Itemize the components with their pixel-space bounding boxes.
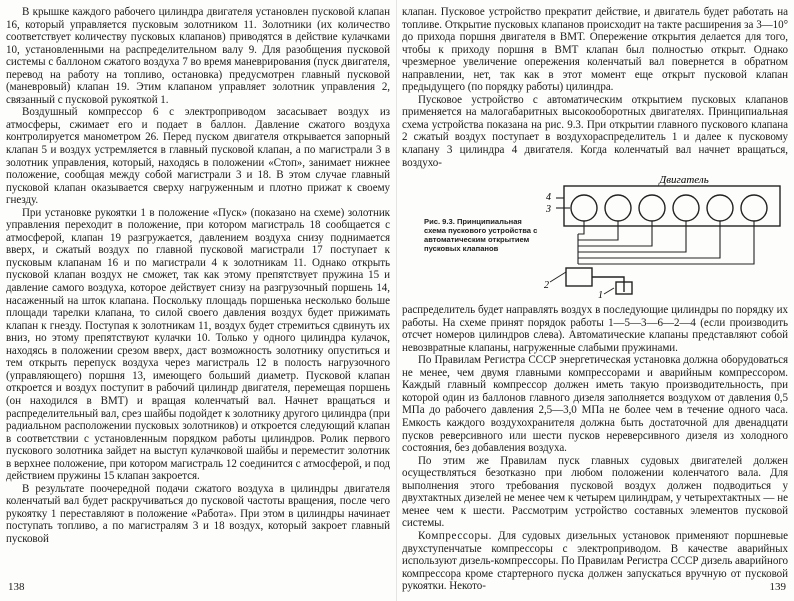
- compressors-title: Компрессоры.: [418, 529, 492, 542]
- cylinder-circles: [571, 195, 767, 221]
- callout-4: 4: [546, 192, 551, 204]
- figure-9-3: [402, 172, 788, 300]
- right-paragraph-2: Пусковое устройство с автоматическим открытием пусковых клапанов применяется на малогабаритных высокооборотных двигателях. Принципиальная схема устройства показана на рис. 9.3. При открытии главного пускового клапана 2 сжатый воздух поступает в воздухораспределитель 1 и далее к пусковому клапану 3 цилиндра 4 двигателя. Когда коленчатый вал начнет вращаться, воздухо-: [402, 93, 788, 169]
- callout-3: 3: [546, 204, 551, 216]
- callout-line-1: [604, 288, 614, 294]
- compressors-text: Для судовых дизельных установок применяют поршневые двухступенчатые компрессоры с электроприводом. В качестве аварийных используют дизель-компрессоры. По Правилам Регистра СССР дизель аварийного компрессора кроме стартерного пуска должен запускаться вручную от пусковой рукоятки. Некото-: [402, 529, 788, 593]
- air-pipelines: [556, 198, 754, 264]
- main-air-line: [592, 277, 624, 292]
- left-paragraph-2: Воздушный компрессор 6 с электроприводом засасывает воздух из атмосферы, сжимает его и подает в баллон. Давление сжатого воздуха контролируется манометром 26. Перед пуском двигателя открывается запорный клапан 5 и воздух устремляется в главный пусковой клапан, а по магистрали 3 в золотник управления, который, находясь в положении «Стоп», занимает нижнее положение, сообщая между собой магистрали 3 и 18. В этом случае главный пусковой клапан оказывается сверху нагруженным и плотно прижат к своему гнезду.: [6, 106, 390, 207]
- engine-label: Двигатель: [659, 174, 709, 187]
- page-number-right: 139: [769, 581, 786, 593]
- left-paragraph-4: В результате поочередной подачи сжатого воздуха в цилиндры двигателя коленчатый вал будет раскручиваться до пусковой частоты вращения, после чего рукоятку 1 переставляют в положение «Работа». При этом в цилиндры начинает поступать топливо, а по магистралям 3 и 18 воздух, который закроет главный пусковой: [6, 482, 390, 545]
- callout-2: 2: [544, 280, 549, 292]
- right-paragraph-3: распределитель будет направлять воздух в последующие цилиндры по порядку их работы. На схеме принят порядок работы 1—5—3—6—2—4 (если производить отсчет номеров цилиндров слева). Автоматические клапаны представляют собой невозвратные клапаны, нагруженные слабыми пружинами.: [402, 304, 788, 354]
- figure-caption: Рис. 9.3. Принципиальная схема пускового устройства с автоматическим открытием пусковых клапанов: [424, 217, 538, 254]
- right-page: [402, 6, 788, 595]
- left-page: [6, 6, 390, 595]
- left-paragraph-1: В крышке каждого рабочего цилиндра двигателя установлен пусковой клапан 16, который управляется пусковым золотником 11. Золотники (их количество соответствует количеству пусковых клапанов) приводятся в действие кулачками 10, установленными на распределительном валу 9. Для разобщения пусковой системы с баллоном сжатого воздуха 7 во время маневрирования (пуск двигателя, перевод на работу на топливо, остановка) предусмотрен главный пусковой (маневровый) клапан 19. Этим клапаном управляет золотник управления 2, связанный с пусковой рукояткой 1.: [6, 6, 390, 106]
- air-distributor: [566, 268, 592, 286]
- right-paragraph-1: клапан. Пусковое устройство прекратит действие, и двигатель будет работать на топливе. Открытие пусковых клапанов происходит на такте расширения за 3—10° до прихода поршня двигателя в ВМТ. Опережение открытия делается для того, чтобы к приходу поршня в ВМТ клапан был полностью открыт. Однако чрезмерное увеличение опережения коленчатый вал повернется в обратном направлении, нет, так как в этот момент еще открыт пусковой клапан предыдущего (по порядку работы) цилиндра.: [402, 6, 788, 94]
- callout-line-2: [550, 272, 566, 282]
- right-paragraph-4: По Правилам Регистра СССР энергетическая установка должна оборудоваться не менее, чем двумя главными компрессорами и аварийным компрессором. Каждый главный компрессор должен иметь такую производительность, при которой один из баллонов главного дизеля заполняется воздухом от давления 0,5 МПа до рабочего давления 2,5—3,0 МПа не более чем в течение одного часа. Емкость каждого воздухохранителя должна быть достаточной для двенадцати пусков реверсивного или шести пусков нереверсивного дизеля из холодного состояния, без добавления воздуха.: [402, 354, 788, 455]
- right-paragraph-6: [402, 530, 788, 593]
- left-paragraph-3: При установке рукоятки 1 в положение «Пуск» (показано на схеме) золотник управления переходит в положение, при котором магистраль 18 сообщается с атмосферой, клапан 19 разгружается, давлением воздуха снизу поднимается вверх, и сжатый воздух по главной пусковой магистрали 17 поступает к пусковым клапанам 16 и по магистрали 4 к золотникам 11. Однако открыть пусковой клапан воздух не сможет, так как этому препятствует пружина 15 и давление самого воздуха, которое действует снизу на разгрузочный поршень 14, насаженный на шток клапана. Поскольку площадь поршенька несколько больше площади тарелки клапана, то силой своего давления воздух будет прижимать клапан к гнезду. Поступая к золотникам 11, воздух будет стремиться сдвинуть их вниз, но этому препятствуют кулачки 10. Только у одного цилиндра кулачок, находясь в положении срезом вверх, даст возможность золотнику опуститься и тем открыть перепуск воздуха через магистраль 12 в полость нагрузочного (управляющего) поршня 13, имеющего больший диаметр. Пусковой клапан откроется и воздух поступит в рабочий цилиндр двигателя, перемещая поршень (он находился в ВМТ) и вращая коленчатый вал. Начнет вращаться и распределительный вал, срез шайбы подойдет к золотнику другого цилиндра (при радиальном расположении пусковых золотников) и откроется следующий клапан в соответствии с установленным порядком работы цилиндров. Ролик первого пускового золотника зайдет на выступ кулачковой шайбы и переместит золотник в верхнее положение, при котором магистраль 12 соединится с атмосферой, и под действием пружины 15 клапан закроется.: [6, 206, 390, 483]
- book-gutter: [396, 0, 397, 601]
- page-number-left: 138: [8, 581, 25, 593]
- callout-1: 1: [598, 290, 603, 301]
- right-paragraph-5: По этим же Правилам пуск главных судовых двигателей должен осуществляться безотказно при любом положении коленчатого вала. Для выполнения этого требования пусковой воздух должен подводиться у двухтактных дизелей не менее чем к четырем цилиндрам, у четырехтактных — не менее чем к шести. Рассмотрим устройство составных элементов пусковой системы.: [402, 454, 788, 530]
- starting-system-diagram: [544, 172, 788, 300]
